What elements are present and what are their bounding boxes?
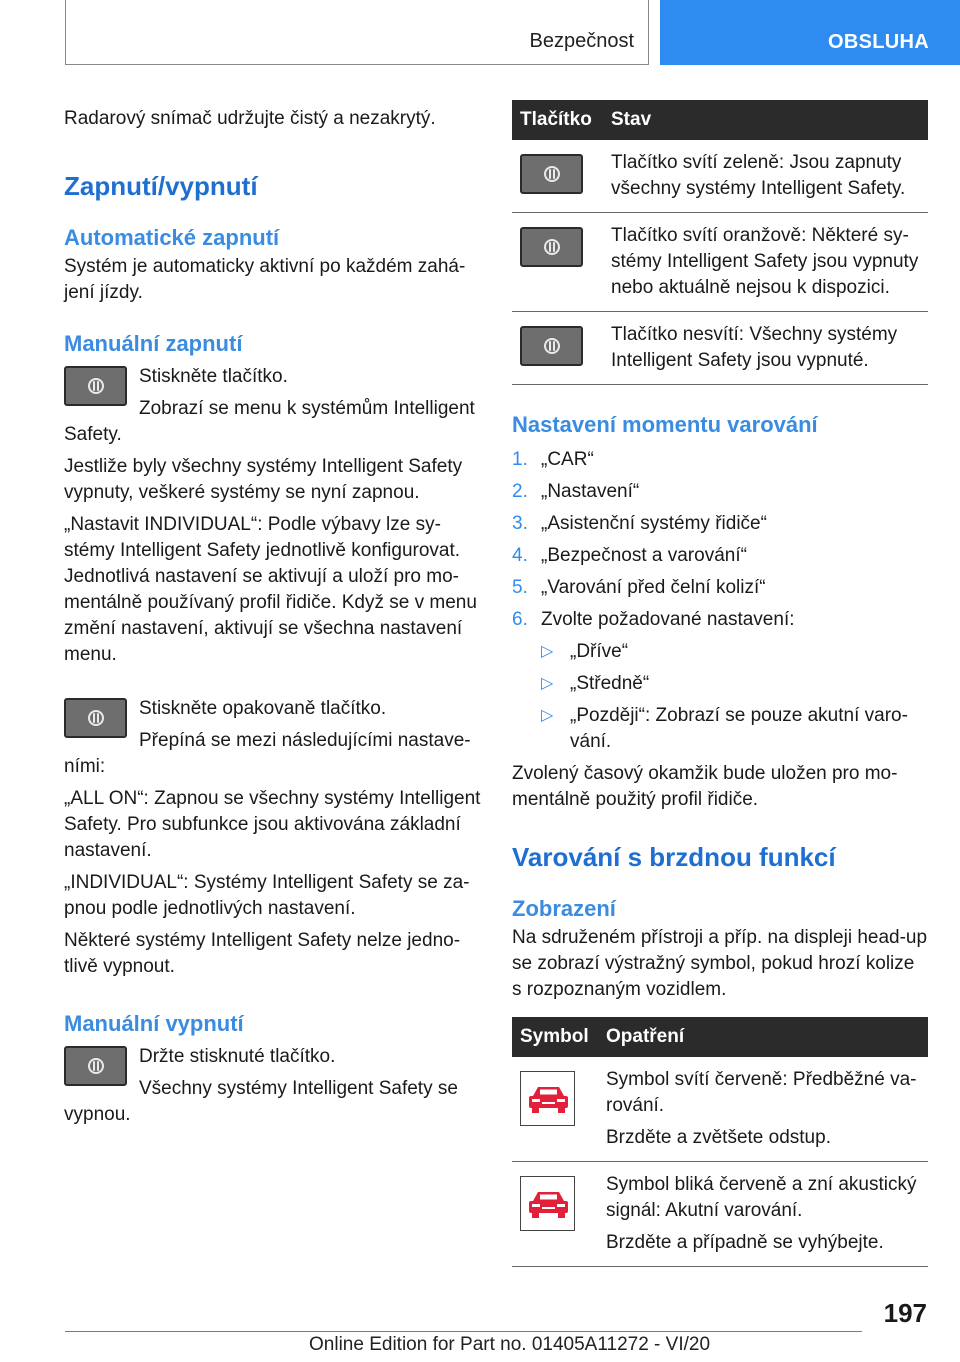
header-chapter-tab xyxy=(660,0,960,65)
individual-mode-text: „INDIVIDUAL“: Systémy Intelligent Safety se zapnou podle jednotlivých nastavení. xyxy=(64,872,470,919)
all-off-result-text: Všechny systémy Intelligent Safety se vypnou. xyxy=(64,1078,458,1125)
status-text: Tlačítko svítí oranžově: Některé systémy Intelligent Safety jsou vypnuty nebo aktuálně nejsou k dispozici. xyxy=(603,213,928,312)
auto-on-text: Systém je automaticky aktivní po každém zahájení jízdy. xyxy=(64,256,466,303)
table-row xyxy=(512,1057,928,1162)
saved-setting-text: Zvolený časový okamžik bude uložen pro momentálně použitý profil řidiče. xyxy=(512,763,898,810)
intelligent-safety-button-icon xyxy=(64,1046,127,1086)
header-section-box xyxy=(65,0,649,65)
list-item: 5. „Varování před čelní kolizí“ xyxy=(512,577,766,598)
list-item: 1. „CAR“ xyxy=(512,449,594,470)
switch-modes-text: Přepíná se mezi následujícími nastaveními: xyxy=(64,730,471,777)
table-row xyxy=(512,140,928,213)
heading-on-off: Zapnutí/vypnutí xyxy=(64,171,258,201)
heading-display: Zobrazení xyxy=(512,896,616,921)
heading-brake-warning: Varování s brzdnou funkcí xyxy=(512,842,836,872)
header-section-title: Bezpečnost xyxy=(529,30,634,52)
status-text: Tlačítko svítí zeleně: Jsou zapnuty všechny systémy Intelligent Safety. xyxy=(603,140,928,213)
intelligent-safety-button-icon xyxy=(520,326,583,366)
heading-auto-on: Automatické zapnutí xyxy=(64,225,280,250)
table-header-symbol: Symbol xyxy=(512,1017,598,1057)
table-header-row xyxy=(512,100,928,140)
press-button-text: Stiskněte tlačítko. xyxy=(139,366,288,387)
some-systems-text: Některé systémy Intelligent Safety nelze jednotlivě vypnout. xyxy=(64,930,461,977)
table-header-state: Stav xyxy=(603,100,928,140)
triangle-bullet-icon: ▷ xyxy=(541,707,554,724)
table-row xyxy=(512,312,928,385)
hold-button-text: Držte stisknuté tlačítko. xyxy=(139,1046,336,1067)
action-text: Symbol svítí červeně: Předběžné varování. xyxy=(606,1069,917,1116)
table-header-action: Opatření xyxy=(598,1017,928,1057)
option-item: ▷ „Dříve“ xyxy=(512,639,928,665)
list-item: 4. „Bezpečnost a varování“ xyxy=(512,545,747,566)
list-item: 2. „Nastavení“ xyxy=(512,481,640,502)
car-collision-warning-icon xyxy=(520,1071,575,1126)
table-row xyxy=(512,1162,928,1267)
intelligent-safety-button-icon xyxy=(520,154,583,194)
option-item: ▷ „Později“: Zobrazí se pouze akutní varování. xyxy=(512,703,928,755)
table-row xyxy=(512,213,928,312)
list-item: 6. Zvolte požadované nastavení: xyxy=(512,609,795,630)
button-status-table xyxy=(512,100,928,385)
intelligent-safety-button-icon xyxy=(64,698,127,738)
right-column xyxy=(512,100,928,1267)
heading-warning-timing: Nastavení momentu varování xyxy=(512,412,818,437)
left-column xyxy=(64,100,482,1134)
option-item: ▷ „Středně“ xyxy=(512,671,928,697)
car-collision-warning-icon xyxy=(520,1176,575,1231)
menu-shown-text: Zobrazí se menu k systémům Intelligent Safety. xyxy=(64,398,475,445)
footer-divider xyxy=(65,1331,862,1332)
page-number: 197 xyxy=(883,1298,927,1328)
heading-manual-off: Manuální vypnutí xyxy=(64,1011,244,1036)
action-text: Symbol bliká červeně a zní akustický signál: Akutní varování. xyxy=(606,1174,917,1221)
header-chapter-title: OBSLUHA xyxy=(828,31,929,53)
list-item: 3. „Asistenční systémy řidiče“ xyxy=(512,513,767,534)
triangle-bullet-icon: ▷ xyxy=(541,675,554,692)
all-off-text: Jestliže byly všechny systémy Intelligent Safety vypnuty, veškeré systémy se nyní zapnou. xyxy=(64,456,463,503)
action-text: Brzděte a případně se vyhýbejte. xyxy=(606,1232,884,1253)
press-repeat-text: Stiskněte opakovaně tlačítko. xyxy=(139,698,387,719)
symbol-action-table xyxy=(512,1017,928,1267)
individual-config-text: „Nastavit INDIVIDUAL“: Podle výbavy lze systémy Intelligent Safety jednotlivě konfigurovat. Jednotlivá nastavení se aktivují a uloží pro momentálně používaný profil řidiče. Když se v menu změní nastavení, aktivují se všechna nastavení menu. xyxy=(64,514,477,665)
intro-text: Radarový snímač udržujte čistý a nezakrytý. xyxy=(64,108,436,129)
table-header-row xyxy=(512,1017,928,1057)
action-text: Brzděte a zvětšete odstup. xyxy=(606,1127,831,1148)
status-text: Tlačítko nesvítí: Všechny systémy Intelligent Safety jsou vypnuté. xyxy=(603,312,928,385)
heading-manual-on: Manuální zapnutí xyxy=(64,331,243,356)
all-on-text: „ALL ON“: Zapnou se všechny systémy Intelligent Safety. Pro subfunkce jsou aktivována základní nastavení. xyxy=(64,788,481,861)
intelligent-safety-button-icon xyxy=(520,227,583,267)
table-header-button: Tlačítko xyxy=(512,100,603,140)
triangle-bullet-icon: ▷ xyxy=(541,643,554,660)
intelligent-safety-button-icon xyxy=(64,366,127,406)
footer-edition-text: Online Edition for Part no. 01405A11272 - VI/20 xyxy=(309,1334,711,1355)
display-text: Na sdruženém přístroji a příp. na displeji head-up se zobrazí výstražný symbol, pokud hrozí kolize s rozpoznaným vozidlem. xyxy=(512,927,928,1000)
